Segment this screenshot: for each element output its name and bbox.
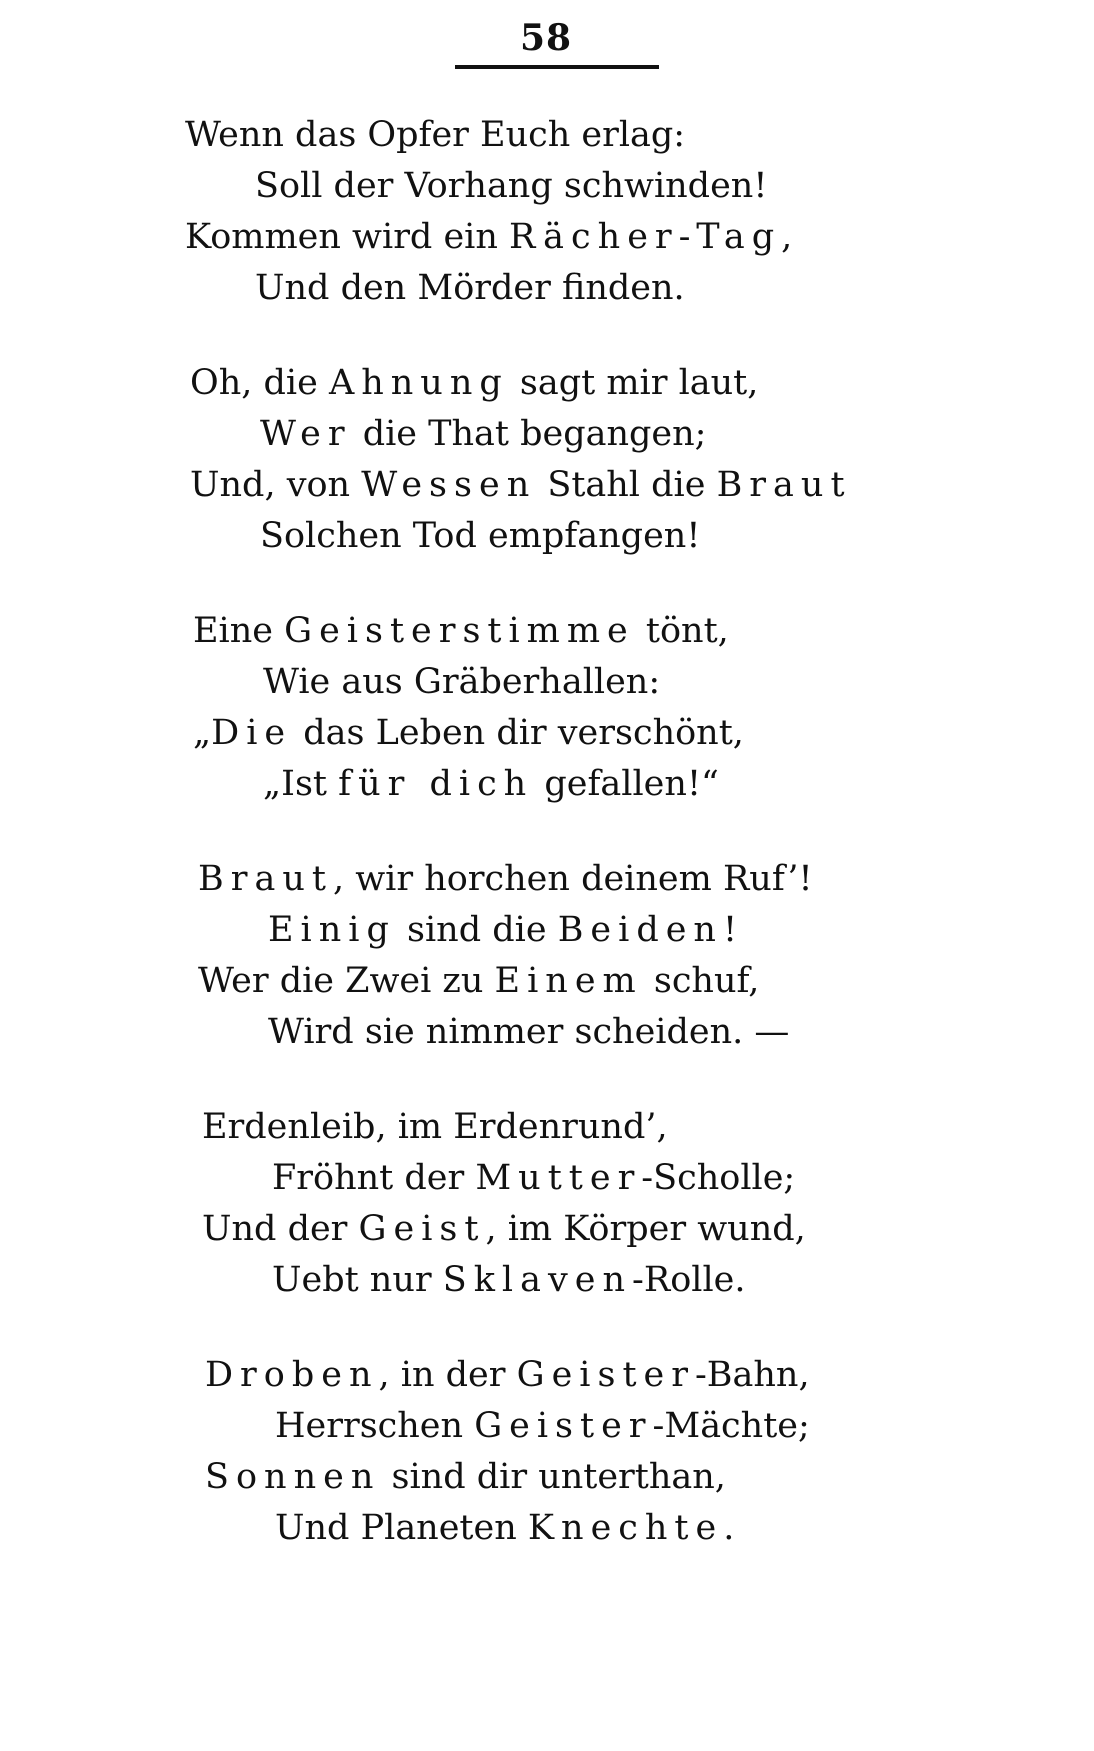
poem-line: [260, 511, 1094, 562]
poem-line: [263, 657, 1094, 708]
poem: [0, 110, 1094, 1598]
line-text: Wird sie nimmer scheiden. —: [268, 1012, 790, 1052]
line-text: Eine: [193, 611, 285, 651]
line-text: sagt mir laut,: [508, 363, 759, 403]
line-text: -Rolle.: [632, 1260, 746, 1300]
poem-line: [193, 606, 1094, 657]
poem-line: [260, 409, 1094, 460]
poem-line: [268, 905, 1094, 956]
poem-line: [185, 110, 1094, 161]
line-text: Wie aus Gräberhallen:: [263, 662, 661, 702]
line-text: -Bahn,: [694, 1355, 810, 1395]
poem-line: [268, 1007, 1094, 1058]
poem-line: [275, 1503, 1094, 1554]
spaced-text: Wer: [260, 414, 352, 454]
poem-line: [272, 1255, 1094, 1306]
poem-line: [190, 358, 1094, 409]
stanza: [0, 110, 1094, 314]
line-text: „Ist: [263, 764, 339, 804]
spaced-text: Geisterstimme: [284, 611, 635, 651]
line-text: Kommen wird ein: [185, 217, 510, 257]
line-text: Herrschen: [275, 1406, 475, 1446]
line-text: -Scholle;: [641, 1158, 796, 1198]
line-text: Fröhnt der: [272, 1158, 476, 1198]
line-text: Wer die Zwei zu: [198, 961, 495, 1001]
poem-line: [205, 1350, 1094, 1401]
spaced-text: Rächer-Tag: [509, 217, 782, 257]
poem-line: [190, 460, 1094, 511]
line-text: das Leben dir verschönt,: [292, 713, 744, 753]
poem-line: [202, 1204, 1094, 1255]
spaced-text: Sonnen: [205, 1457, 381, 1497]
poem-line: [198, 956, 1094, 1007]
stanza: [0, 1350, 1094, 1554]
line-text: Und, von: [190, 465, 362, 505]
poem-line: [185, 212, 1094, 263]
line-text: !: [722, 910, 738, 950]
line-text: Wenn das Opfer Euch erlag:: [185, 115, 686, 155]
spaced-text: Geist: [358, 1209, 486, 1249]
poem-line: [202, 1102, 1094, 1153]
line-text: ,: [781, 217, 793, 257]
poem-line: [198, 854, 1094, 905]
poem-line: [193, 708, 1094, 759]
poem-line: [255, 263, 1094, 314]
line-text: Soll der Vorhang schwinden!: [255, 166, 768, 206]
spaced-text: für dich: [338, 764, 534, 804]
poem-line: [275, 1401, 1094, 1452]
spaced-text: Einem: [494, 961, 643, 1001]
line-text: , in der: [378, 1355, 517, 1395]
poem-line: [255, 161, 1094, 212]
spaced-text: Braut: [716, 465, 852, 505]
spaced-text: Mutter: [475, 1158, 642, 1198]
line-text: Und Planeten: [275, 1508, 528, 1548]
line-text: schuf,: [642, 961, 760, 1001]
stanza: [0, 1102, 1094, 1306]
line-text: Erdenleib, im Erdenrund’,: [202, 1107, 668, 1147]
stanza: [0, 358, 1094, 562]
line-text: , wir horchen deinem Ruf’!: [332, 859, 813, 899]
line-text: , im Körper wund,: [485, 1209, 806, 1249]
line-text: die That begangen;: [351, 414, 707, 454]
poem-line: [272, 1153, 1094, 1204]
line-text: .: [723, 1508, 735, 1548]
poem-line: [263, 759, 1094, 810]
line-text: sind dir unterthan,: [380, 1457, 726, 1497]
line-text: Oh, die: [190, 363, 329, 403]
spaced-text: Wessen: [361, 465, 537, 505]
spaced-text: Einig: [268, 910, 396, 950]
poem-line: [205, 1452, 1094, 1503]
line-text: tönt,: [634, 611, 729, 651]
spaced-text: Droben: [205, 1355, 379, 1395]
line-text: „: [193, 713, 212, 753]
line-text: -Mächte;: [652, 1406, 810, 1446]
spaced-text: Sklaven: [442, 1260, 633, 1300]
spaced-text: Die: [211, 713, 293, 753]
spaced-text: Ahnung: [328, 363, 509, 403]
line-text: Und den Mörder finden.: [255, 268, 685, 308]
line-text: Stahl die: [536, 465, 717, 505]
stanza: [0, 606, 1094, 810]
line-text: Und der: [202, 1209, 359, 1249]
spaced-text: Knechte: [527, 1508, 724, 1548]
line-text: gefallen!“: [533, 764, 719, 804]
spaced-text: Geister: [516, 1355, 695, 1395]
spaced-text: Braut: [198, 859, 333, 899]
line-text: sind die: [395, 910, 558, 950]
line-text: Uebt nur: [272, 1260, 443, 1300]
stanza: [0, 854, 1094, 1058]
line-text: Solchen Tod empfangen!: [260, 516, 701, 556]
header-rule: [455, 65, 659, 69]
page-number: 58: [520, 17, 573, 59]
spaced-text: Beiden: [557, 910, 723, 950]
spaced-text: Geister: [474, 1406, 653, 1446]
